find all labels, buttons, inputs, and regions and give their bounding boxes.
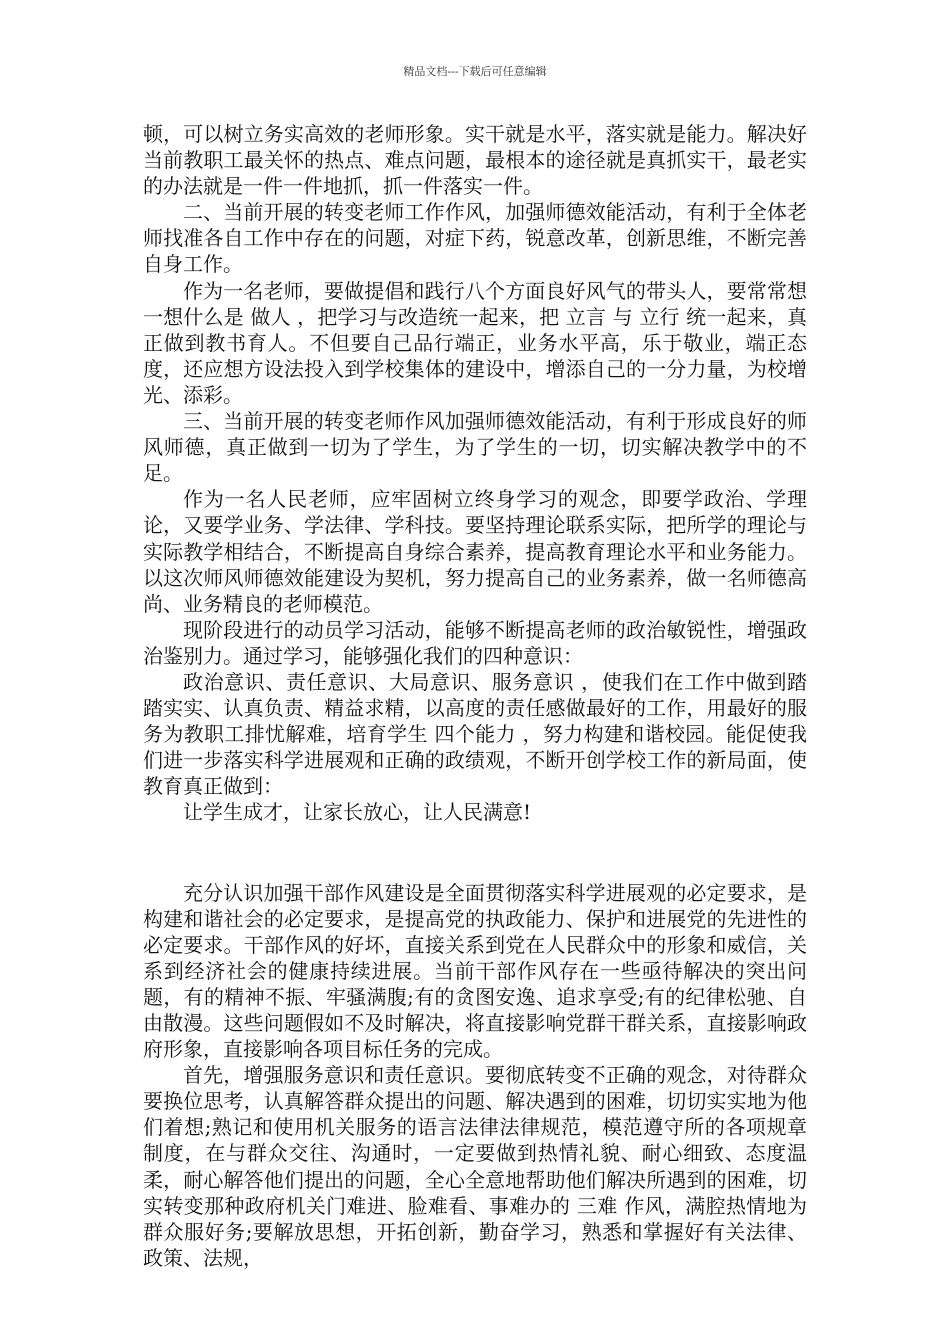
paragraph-8: 让学生成才，让家长放心，让人民满意! [183,800,532,825]
paragraph-4: 三、当前开展的转变老师作风加强师德效能活动，有利于形成良好的师风师德，真正做到一切为了学生，为了学生的一切，切实解决教学中的不足。 [143,409,807,486]
paragraph-2: 二、当前开展的转变老师工作作风，加强师德效能活动，有利于全体老师找准各自工作中存在的问题，对症下药，锐意改革，创新思维，不断完善自身工作。 [143,200,807,277]
paragraph-gap [143,826,807,880]
paragraph-3: 作为一名老师，要做提倡和践行八个方面良好风气的带头人，要常常想一想什么是 做人 ，把学习与改造统一起来，把 立言 与 立行 统一起来，真正做到教书育人。不但要自己品行端正，业务水平高，乐于敬业，端正态度，还应想方设法投入到学校集体的建设中，增添自己的一分力量，为校增光、添彩。 [143,278,807,407]
paragraph-5: 作为一名人民老师，应牢固树立终身学习的观念，即要学政治、学理论，又要学业务、学法律、学科技。要坚持理论联系实际，把所学的理论与实际教学相结合，不断提高自身综合素养，提高教育理论水平和业务能力。以这次师风师德效能建设为契机，努力提高自己的业务素养，做一名师德高尚、业务精良的老师模范。 [143,487,807,616]
paragraph-6: 现阶段进行的动员学习活动，能够不断提高老师的政治敏锐性，增强政治鉴别力。通过学习，能够强化我们的四种意识： [143,617,807,668]
paragraph-1: 顿，可以树立务实高效的老师形象。实干就是水平，落实就是能力。解决好当前教职工最关怀的热点、难点问题，最根本的途径就是真抓实干，最老实的办法就是一件一件地抓，抓一件落实一件。 [143,122,807,199]
page-header: 精品文档---下载后可任意编辑 [403,65,547,78]
paragraph-10: 首先，增强服务意识和责任意识。要彻底转变不正确的观念，对待群众要换位思考，认真解答群众提出的问题、解决遇到的困难，切切实实地为他们着想;熟记和使用机关服务的语言法律法律规范，模范遵守所的各项规章制度，在与群众交往、沟通时，一定要做到热情礼貌、耐心细致、态度温柔，耐心解答他们提出的问题，全心全意地帮助他们解决所遇到的困难，切实转变那种政府机关门难进、脸难看、事难办的 三难 作风，满腔热情地为群众服好务;要解放思想，开拓创新，勤奋学习，熟悉和掌握好有关法律、政策、法规， [143,1063,807,1270]
paragraph-9: 充分认识加强干部作风建设是全面贯彻落实科学进展观的必定要求，是构建和谐社会的必定要求，是提高党的执政能力、保护和进展党的先进性的必定要求。干部作风的好坏，直接关系到党在人民群众中的形象和威信，关系到经济社会的健康持续进展。当前干部作风存在一些亟待解决的突出问题，有的精神不振、牢骚满腹;有的贪图安逸、追求享受;有的纪律松驰、自由散漫。这些问题假如不及时解决，将直接影响党群干群关系，直接影响政府形象，直接影响各项目标任务的完成。 [143,880,807,1062]
document-body [143,121,807,1271]
paragraph-7: 政治意识、责任意识、大局意识、服务意识 ，使我们在工作中做到踏踏实实、认真负责、精益求精，以高度的责任感做最好的工作，用最好的服务为教职工排忧解难，培育学生 四个能力 ，努力构建和谐校园。能促使我们进一步落实科学进展观和正确的政绩观，不断开创学校工作的新局面，使教育真正做到： [143,669,807,799]
